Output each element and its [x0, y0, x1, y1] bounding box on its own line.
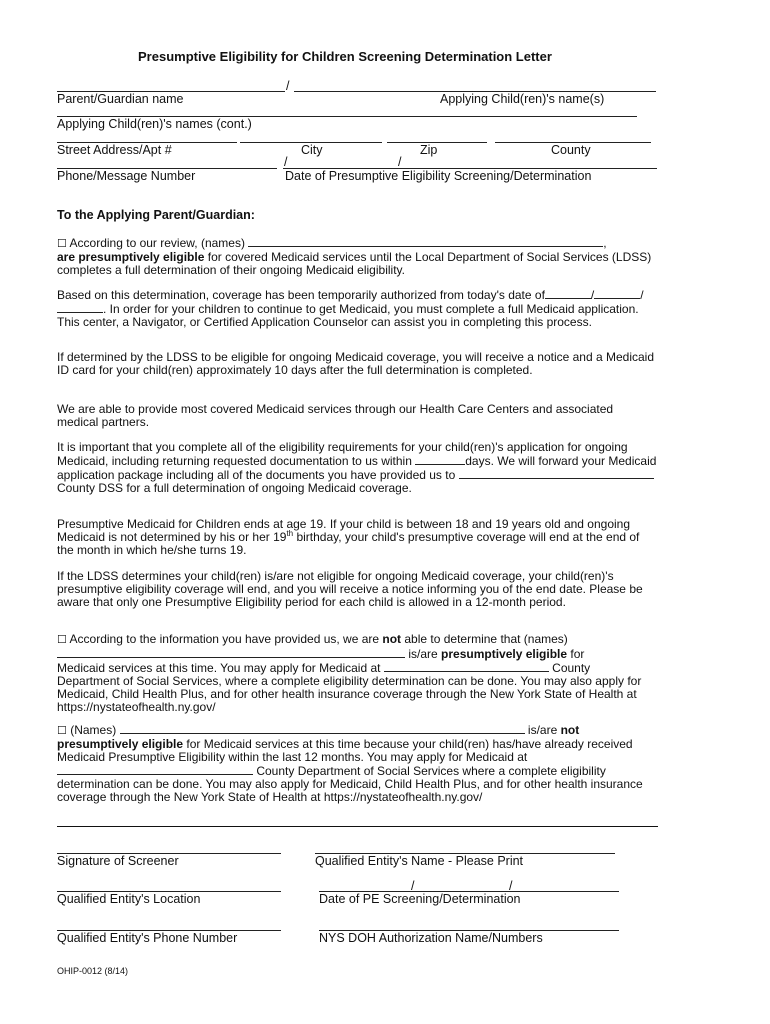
provide-paragraph: We are able to provide most covered Medicaid services through our Health Care Centers and associated medical partners. [57, 402, 614, 429]
parent-guardian-label: Parent/Guardian name [57, 92, 184, 106]
based-text-1: Based on this determination, coverage has been temporarily authorized from today's date of [57, 288, 545, 302]
option-3-names: (Names) [70, 723, 117, 737]
slash-separator: / [286, 79, 290, 93]
option-3-checkbox[interactable]: ☐ [57, 725, 67, 737]
county-label: County [551, 143, 591, 157]
option-2-county-blank[interactable] [384, 661, 549, 672]
option-1-names-blank[interactable] [248, 236, 603, 247]
option-1-checkbox[interactable]: ☐ [57, 238, 67, 250]
date-blank-month[interactable] [545, 288, 591, 299]
option-2-bold: presumptively eligible [441, 647, 568, 661]
age-text-2: birthday, your child's presumptive coverage will end at the end of the month in which he/she turns 19. [57, 530, 640, 557]
date-blank-day[interactable] [594, 288, 640, 299]
not-eligible-paragraph: If the LDSS determines your child(ren) is/are not eligible for ongoing Medicaid coverage, your child(ren)'s presumptive eligibility coverage will end, and you will receive a notice informing you of the end date. Please be aware that only one Presumptive Eligibility period for each child is allowed in a 12-month period. [57, 569, 643, 609]
option-1-bold: are presumptively eligible [57, 250, 205, 264]
date-slash-1: / [284, 155, 288, 169]
option-1-paragraph [57, 236, 657, 277]
option-2-text-1: According to the information you have provided us, we are [69, 632, 383, 646]
age-sup: th [286, 529, 294, 538]
entity-phone-label: Qualified Entity's Phone Number [57, 931, 238, 945]
entity-name-label: Qualified Entity's Name - Please Print [315, 854, 524, 868]
form-code: OHIP-0012 (8/14) [57, 966, 129, 976]
option-2-paragraph [57, 633, 657, 714]
option-1-rest: for covered Medicaid services until the Local Department of Social Services (LDSS) completes a full determination of their ongoing Medicaid eligibility. [57, 250, 652, 277]
age-paragraph [57, 518, 657, 557]
date-label: Date of Presumptive Eligibility Screening/Determination [285, 169, 592, 183]
street-label: Street Address/Apt # [57, 143, 172, 157]
document-title: Presumptive Eligibility for Children Screening Determination Letter [138, 49, 552, 64]
based-slash-1: / [590, 288, 595, 302]
option-3-not: not [560, 723, 580, 737]
based-paragraph [57, 288, 657, 329]
pe-date-label: Date of PE Screening/Determination [319, 892, 521, 906]
option-3-county-blank[interactable] [57, 764, 253, 775]
option-2-not: not [382, 632, 402, 646]
important-text-1: It is important that you complete all of the eligibility requirements for your child(ren)'s application for ongoing Medicaid, including returning requested documentation to us within [57, 440, 628, 468]
county-dss-blank[interactable] [459, 468, 654, 479]
ldss-paragraph: If determined by the LDSS to be eligible for ongoing Medicaid coverage, you will receive a notice and a Medicaid ID card for your child(ren) approximately 10 days after the full determination is completed. [57, 350, 655, 377]
date-blank-year[interactable] [57, 302, 103, 313]
option-2-isare: is/are [405, 647, 442, 661]
applying-children-label: Applying Child(ren)'s name(s) [440, 92, 605, 106]
based-slash-2: / [640, 288, 644, 302]
option-3-text-2: County Department of Social Services where a complete eligibility determination can be done. You may also apply for Medicaid, Child Health Plus, and for other health insurance coverage through the New York State of Health at https://nystateofhealth.ny.gov/ [57, 764, 643, 804]
option-1-text: According to our review, (names) [69, 236, 245, 250]
important-paragraph [57, 441, 657, 495]
option-2-for: for [567, 647, 585, 661]
option-2-text-2: able to determine that (names) [401, 632, 568, 646]
option-3-bold: presumptively eligible [57, 737, 184, 751]
salutation: To the Applying Parent/Guardian: [57, 208, 255, 222]
section-divider [57, 826, 658, 827]
age-text-1: Presumptive Medicaid for Children ends at age 19. If your child is between 18 and 19 years old and ongoing Medicaid is not determined by his or her 19 [57, 517, 631, 544]
option-3-paragraph [57, 723, 657, 804]
days-blank[interactable] [415, 454, 465, 465]
option-2-text-3: Medicaid services at this time. You may apply for Medicaid at [57, 661, 381, 675]
option-2-rest: Department of Social Services, where a complete eligibility determination can be done. You may also apply for Medicaid, Child Health Plus, and for other health insurance coverage through the New York State of Health at https://nystateofhealth.ny.gov/ [57, 674, 642, 714]
option-2-names-blank[interactable] [57, 647, 405, 658]
screener-label: Signature of Screener [57, 854, 179, 868]
option-3-names-blank[interactable] [120, 723, 525, 734]
option-2-checkbox[interactable]: ☐ [57, 634, 67, 646]
city-label: City [301, 143, 323, 157]
date-slash-2: / [398, 155, 402, 169]
option-3-text-1: for Medicaid services at this time because your child(ren) has/have already received Medicaid Presumptive Eligibility within the last 12 months. You may apply for Medicaid at [57, 737, 633, 764]
applying-children-cont-label: Applying Child(ren)'s names (cont.) [57, 117, 252, 131]
option-2-county: County [548, 661, 591, 675]
doh-auth-label: NYS DOH Authorization Name/Numbers [319, 931, 543, 945]
pe-date-slash-2: / [509, 879, 513, 893]
option-3-isare: is/are [524, 723, 561, 737]
entity-location-label: Qualified Entity's Location [57, 892, 201, 906]
important-text-3: County DSS for a full determination of ongoing Medicaid coverage. [57, 481, 412, 495]
zip-label: Zip [420, 143, 438, 157]
option-1-comma: , [603, 236, 607, 250]
important-text-2: days. We will forward your Medicaid application package including all of the documents you have provided us to [57, 454, 657, 482]
pe-date-slash-1: / [411, 879, 415, 893]
phone-label: Phone/Message Number [57, 169, 196, 183]
based-text-2: . In order for your children to continue to get Medicaid, you must complete a full Medicaid application. This center, a Navigator, or Certified Application Counselor can assist you in completing this process. [57, 302, 639, 329]
